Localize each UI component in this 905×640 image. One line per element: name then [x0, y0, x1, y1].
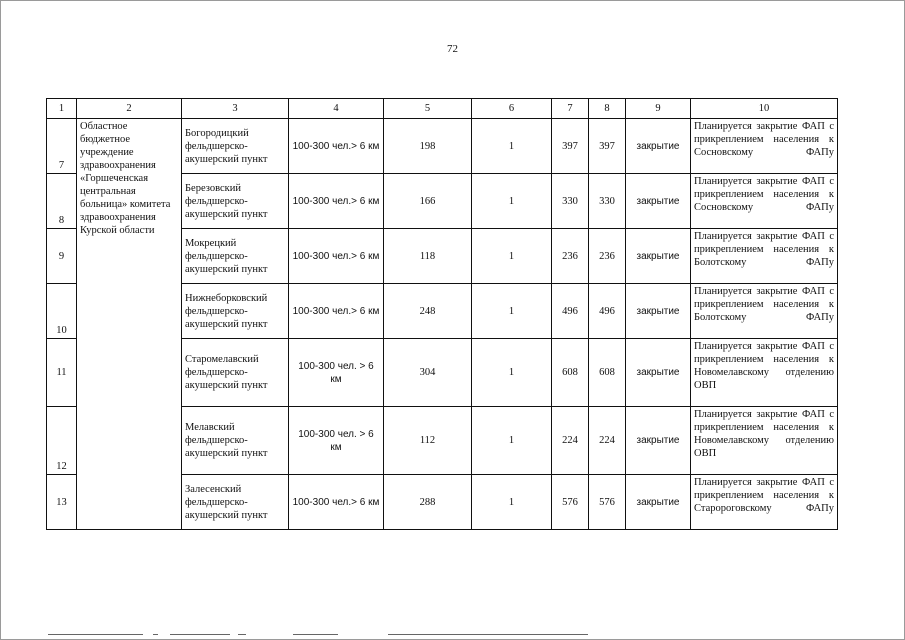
col6-cell: 1 [472, 339, 552, 407]
population-cell: 100-300 чел.> 6 км [289, 284, 384, 339]
col7-cell: 224 [552, 407, 589, 475]
fap-table [46, 98, 838, 530]
footer-rule [48, 634, 588, 637]
col6-cell: 1 [472, 229, 552, 284]
header-cell: 7 [552, 99, 589, 119]
fap-name-cell: Богородицкий фельдшерско-акушерский пункт [182, 119, 289, 174]
fap-name-cell: Мелавский фельдшерско-акушерский пункт [182, 407, 289, 475]
row-number-cell: 7 [47, 119, 77, 174]
col8-cell: 576 [589, 475, 626, 530]
col6-cell: 1 [472, 407, 552, 475]
population-cell: 100-300 чел. > 6 км [289, 339, 384, 407]
note-cell: Планируется закрытие ФАП с прикреплением населения к Болотскому ФАПу [691, 284, 838, 339]
col5-cell: 248 [384, 284, 472, 339]
fap-name-cell: Березовский фельдшерско-акушерский пункт [182, 174, 289, 229]
population-cell: 100-300 чел.> 6 км [289, 229, 384, 284]
header-cell: 6 [472, 99, 552, 119]
col8-cell: 397 [589, 119, 626, 174]
row-number-cell: 10 [47, 284, 77, 339]
col8-cell: 330 [589, 174, 626, 229]
col5-cell: 288 [384, 475, 472, 530]
action-cell: закрытие [626, 339, 691, 407]
header-cell: 1 [47, 99, 77, 119]
col5-cell: 198 [384, 119, 472, 174]
note-cell: Планируется закрытие ФАП с прикреплением населения к Новомелавскому отделению ОВП [691, 407, 838, 475]
header-cell: 3 [182, 99, 289, 119]
table-header-row [47, 99, 838, 119]
header-cell: 5 [384, 99, 472, 119]
action-cell: закрытие [626, 475, 691, 530]
col7-cell: 576 [552, 475, 589, 530]
col8-cell: 608 [589, 339, 626, 407]
col7-cell: 330 [552, 174, 589, 229]
fap-name-cell: Старомелавский фельдшерско-акушерский пункт [182, 339, 289, 407]
header-cell: 9 [626, 99, 691, 119]
population-cell: 100-300 чел.> 6 км [289, 475, 384, 530]
fap-name-cell: Мокрецкий фельдшерско-акушерский пункт [182, 229, 289, 284]
row-number-cell: 13 [47, 475, 77, 530]
page-number: 72 [447, 43, 458, 55]
action-cell: закрытие [626, 284, 691, 339]
note-cell: Планируется закрытие ФАП с прикреплением населения к Новомелавскому отделению ОВП [691, 339, 838, 407]
header-cell: 10 [691, 99, 838, 119]
table-row [47, 119, 838, 174]
header-cell: 8 [589, 99, 626, 119]
col5-cell: 166 [384, 174, 472, 229]
organization-cell: Областное бюджетное учреждение здравоохранения «Горшеченская центральная больница» комитета здравоохранения Курской области [77, 119, 182, 530]
fap-name-cell: Залесенский фельдшерско-акушерский пункт [182, 475, 289, 530]
action-cell: закрытие [626, 174, 691, 229]
col8-cell: 236 [589, 229, 626, 284]
note-cell: Планируется закрытие ФАП с прикреплением населения к Болотскому ФАПу [691, 229, 838, 284]
col5-cell: 112 [384, 407, 472, 475]
note-cell: Планируется закрытие ФАП с прикреплением населения к Сосновскому ФАПу [691, 174, 838, 229]
row-number-cell: 8 [47, 174, 77, 229]
col7-cell: 397 [552, 119, 589, 174]
action-cell: закрытие [626, 229, 691, 284]
note-cell: Планируется закрытие ФАП с прикреплением населения к Сосновскому ФАПу [691, 119, 838, 174]
col8-cell: 224 [589, 407, 626, 475]
col6-cell: 1 [472, 174, 552, 229]
population-cell: 100-300 чел.> 6 км [289, 174, 384, 229]
col6-cell: 1 [472, 119, 552, 174]
col6-cell: 1 [472, 284, 552, 339]
row-number-cell: 9 [47, 229, 77, 284]
col5-cell: 118 [384, 229, 472, 284]
col7-cell: 496 [552, 284, 589, 339]
col8-cell: 496 [589, 284, 626, 339]
action-cell: закрытие [626, 407, 691, 475]
col7-cell: 236 [552, 229, 589, 284]
col5-cell: 304 [384, 339, 472, 407]
population-cell: 100-300 чел.> 6 км [289, 119, 384, 174]
action-cell: закрытие [626, 119, 691, 174]
header-cell: 4 [289, 99, 384, 119]
population-cell: 100-300 чел. > 6 км [289, 407, 384, 475]
row-number-cell: 12 [47, 407, 77, 475]
header-cell: 2 [77, 99, 182, 119]
col7-cell: 608 [552, 339, 589, 407]
row-number-cell: 11 [47, 339, 77, 407]
note-cell: Планируется закрытие ФАП с прикреплением населения к Старороговскому ФАПу [691, 475, 838, 530]
col6-cell: 1 [472, 475, 552, 530]
fap-name-cell: Нижнеборковский фельдшерско-акушерский пункт [182, 284, 289, 339]
